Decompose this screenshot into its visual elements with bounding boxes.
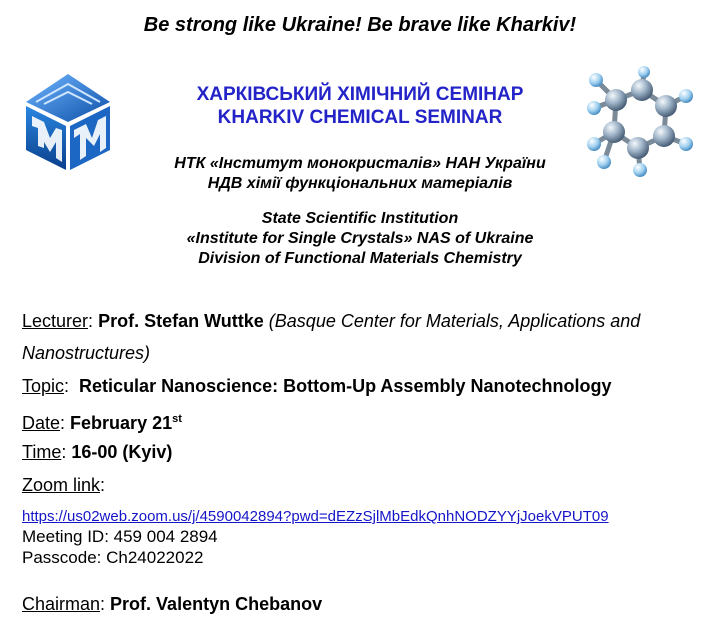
date-value: February 21	[70, 413, 173, 433]
date-suffix: st	[172, 413, 182, 425]
topic-row: Topic: Reticular Nanoscience: Bottom-Up Assembly Nanotechnology	[22, 376, 612, 396]
chairman-label: Chairman	[22, 594, 101, 614]
lecturer-affiliation: (Basque Center for Materials, Applications and	[268, 311, 641, 331]
seminar-title-ua: ХАРКІВСЬКИЙ ХІМІЧНИЙ СЕМІНАР	[196, 84, 524, 105]
seminar-title-en: KHARKIV CHEMICAL SEMINAR	[217, 107, 503, 128]
institution-ua-line2: НДВ хімії функціональних матеріалів	[207, 175, 513, 192]
zoom-row: Zoom link:	[22, 475, 106, 495]
lecturer-label: Lecturer	[22, 311, 89, 331]
chairman-value: Prof. Valentyn Chebanov	[110, 594, 323, 614]
lecturer-row: Lecturer: Prof. Stefan Wuttke (Basque Center for Materials, Applications and	[22, 311, 641, 331]
lecturer-title: Prof.	[98, 311, 140, 331]
time-value: 16-00 (Kyiv)	[71, 442, 173, 462]
date-row: Date: February 21st	[22, 413, 182, 433]
lecturer-affiliation-cont: Nanostructures)	[22, 343, 151, 363]
date-label: Date	[22, 413, 61, 433]
time-label: Time	[22, 442, 62, 462]
zoom-label: Zoom link	[22, 475, 101, 495]
institution-en-line3: Division of Functional Materials Chemistry	[198, 250, 522, 267]
institution-en-line2: «Institute for Single Crystals» NAS of Ukraine	[186, 230, 534, 247]
institution-ua-line1: НТК «Інститут монокристалів» НАН України	[174, 155, 546, 172]
institution-en-line1: State Scientific Institution	[261, 210, 459, 227]
topic-value: Reticular Nanoscience: Bottom-Up Assembly Nanotechnology	[79, 376, 612, 396]
meeting-id: Meeting ID: 459 004 2894	[22, 527, 218, 546]
zoom-link[interactable]: https://us02web.zoom.us/j/4590042894?pwd=dEZzSjlMbEdkQnhNODZYYjJoekVPUT09	[22, 508, 609, 525]
lecturer-name: Stefan Wuttke	[144, 311, 264, 331]
chairman-row: Chairman: Prof. Valentyn Chebanov	[22, 594, 323, 614]
passcode: Passcode: Ch24022022	[22, 548, 204, 567]
time-row: Time: 16-00 (Kyiv)	[22, 442, 173, 462]
slogan: Be strong like Ukraine! Be brave like Kharkiv!	[143, 14, 577, 36]
topic-label: Topic	[22, 376, 65, 396]
